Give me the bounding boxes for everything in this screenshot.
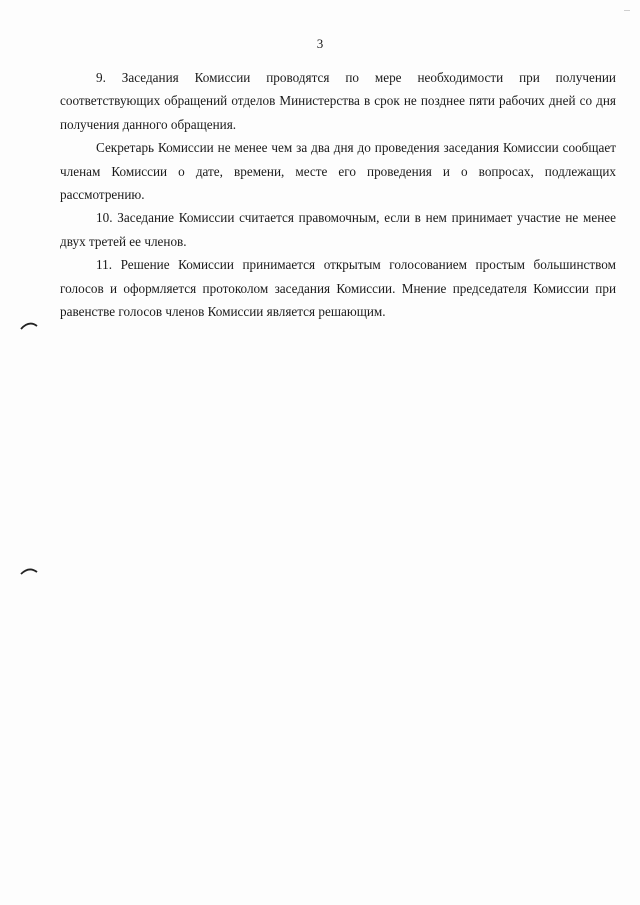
paragraph-secretary: Секретарь Комиссии не менее чем за два дня до проведения заседания Комиссии сообщает членам Комиссии о дате, времени, месте его проведения и о вопросах, подлежащих рассмотрению. [60, 140, 616, 203]
scan-artifact [624, 10, 630, 11]
paragraph-10: 10. Заседание Комиссии считается правомочным, если в нем принимает участие не менее двух третей ее членов. [60, 210, 616, 249]
binder-hole-mark-icon [20, 320, 38, 330]
paragraph-9: 9. Заседания Комиссии проводятся по мере необходимости при получении соответствующих обращений отделов Министерства в срок не позднее пяти рабочих дней со дня получения данного обращения. [60, 70, 616, 132]
binder-hole-mark-icon [20, 566, 38, 576]
page-number: 3 [316, 36, 324, 51]
document-body [60, 66, 616, 323]
paragraph-11: 11. Решение Комиссии принимается открытым голосованием простым большинством голосов и оформляется протоколом заседания Комиссии. Мнение председателя Комиссии при равенстве голосов членов Комиссии является решающим. [60, 257, 616, 320]
